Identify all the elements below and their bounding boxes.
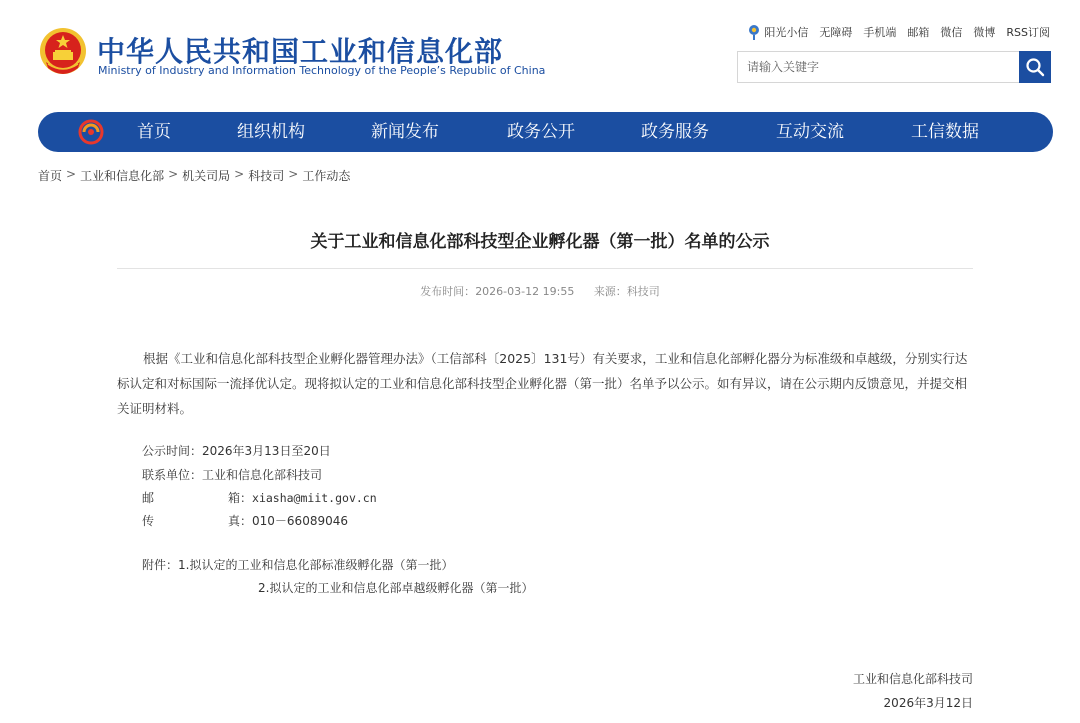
top-link-accessibility[interactable]: 无障碍 xyxy=(819,26,853,39)
breadcrumb-separator: > xyxy=(168,167,179,181)
breadcrumb-ministry[interactable]: 工业和信息化部 xyxy=(80,169,165,183)
top-link-wechat[interactable]: 微信 xyxy=(940,26,963,39)
contact-unit: 联系单位：工业和信息化部科技司 xyxy=(142,468,323,482)
article-title: 关于工业和信息化部科技型企业孵化器（第一批）名单的公示 xyxy=(310,232,770,252)
top-links xyxy=(747,24,1050,40)
attachment-1[interactable]: 附件：1.拟认定的工业和信息化部标准级孵化器（第一批） xyxy=(142,558,454,572)
breadcrumb-separator: > xyxy=(234,167,245,181)
breadcrumb-separator: > xyxy=(288,167,299,181)
nav-interaction[interactable]: 互动交流 xyxy=(776,122,844,142)
main-nav xyxy=(38,112,1053,152)
search-input[interactable] xyxy=(738,52,1020,82)
site-header xyxy=(0,0,1080,105)
fax-number: 010－66089046 xyxy=(252,514,348,528)
nav-data[interactable]: 工信数据 xyxy=(911,122,979,142)
breadcrumb-work-news[interactable]: 工作动态 xyxy=(302,169,351,183)
notice-period: 公示时间：2026年3月13日至20日 xyxy=(142,444,331,458)
top-link-mobile[interactable]: 手机端 xyxy=(863,26,897,39)
contact-email: 邮 箱：xiasha@miit.gov.cn xyxy=(142,491,377,505)
search-button[interactable] xyxy=(1019,51,1051,83)
national-emblem-icon xyxy=(38,26,88,80)
article-body: 根据《工业和信息化部科技型企业孵化器管理办法》（工信部科〔2025〕131号）有关要求，工业和信息化部孵化器分为标准级和卓越级，分别实行达标认定和对标国际一流择优认定。现将拟认定的工业和信息化部科技型企业孵化器（第一批）名单予以公示。如有异议，请在公示期内反馈意见，并提交相关证明材料。 xyxy=(117,351,968,416)
publish-time: 发布时间：2026-03-12 19:55 xyxy=(420,285,575,298)
top-link-weibo[interactable]: 微博 xyxy=(973,26,996,39)
nav-government-services[interactable]: 政务服务 xyxy=(641,122,709,142)
top-link-rss[interactable]: RSS订阅 xyxy=(1006,26,1050,39)
sunshine-mascot-icon xyxy=(747,24,761,40)
signature-date: 2026年3月12日 xyxy=(883,696,973,710)
article-meta xyxy=(0,283,1080,299)
nav-news[interactable]: 新闻发布 xyxy=(371,122,439,142)
top-link-mail[interactable]: 邮箱 xyxy=(907,26,930,39)
contact-fax: 传 真：010－66089046 xyxy=(142,514,348,528)
ministry-logo-icon xyxy=(78,119,104,145)
signature-org: 工业和信息化部科技司 xyxy=(852,672,973,686)
breadcrumb-home[interactable]: 首页 xyxy=(38,169,63,183)
nav-organization[interactable]: 组织机构 xyxy=(237,122,305,142)
search-icon xyxy=(1025,57,1045,77)
search-box xyxy=(737,51,1051,83)
nav-government-affairs[interactable]: 政务公开 xyxy=(507,122,575,142)
article-source: 来源：科技司 xyxy=(593,285,660,298)
site-title: 中华人民共和国工业和信息化部 xyxy=(97,35,504,68)
nav-home[interactable]: 首页 xyxy=(137,122,171,142)
breadcrumb-separator: > xyxy=(66,167,77,181)
breadcrumb xyxy=(38,167,350,184)
email-address: xiasha@miit.gov.cn xyxy=(252,491,377,505)
attachment-2[interactable]: 2.拟认定的工业和信息化部卓越级孵化器（第一批） xyxy=(258,581,534,595)
breadcrumb-science-tech[interactable]: 科技司 xyxy=(248,169,285,183)
breadcrumb-departments[interactable]: 机关司局 xyxy=(182,169,231,183)
site-title-english: Ministry of Industry and Information Technology of the People’s Republic of China xyxy=(98,64,546,77)
top-link-sunshine[interactable]: 阳光小信 xyxy=(747,24,808,40)
title-divider xyxy=(117,268,973,269)
